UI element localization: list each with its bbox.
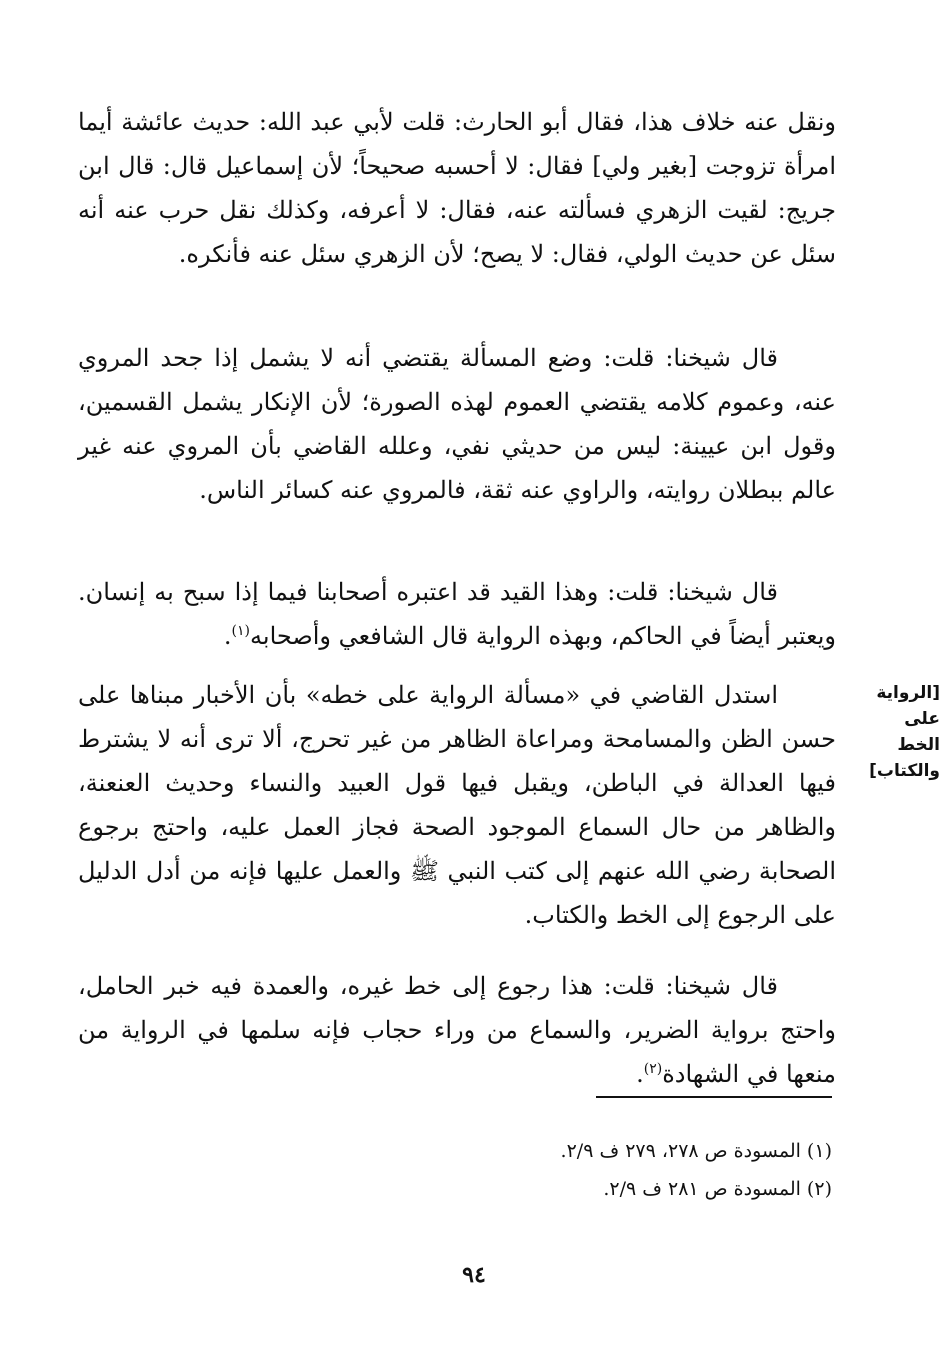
paragraph-4-text: استدل القاضي في «مسألة الرواية على خطه» بأن الأخبار مبناها على حسن الظن والمسامحة ومراعاة الظاهر من غير تحرج، ألا ترى أنه لا يشترط فيها العدالة في الباطن، ويقبل فيها قول العبيد والنساء وحديث العنعنة، والظاهر من حال السماع الموجود الصحة فجاز العمل عليه، واحتج برجوع الصحابة رضي الله عنهم إلى كتب النبي ﷺ والعمل عليها فإنه من أدل الدليل على الرجوع إلى الخط والكتاب. — [78, 681, 836, 929]
paragraph-2 — [78, 336, 836, 512]
paragraph-2-text: قال شيخنا: قلت: وضع المسألة يقتضي أنه لا يشمل إذا جحد المروي عنه، وعموم كلامه يقتضي العموم لهذه الصورة؛ لأن الإنكار يشمل القسمين، وقول ابن عيينة: ليس من حديثي نفي، وعلله القاضي بأن المروي عنه غير عالم ببطلان روايته، والراوي عنه ثقة، فالمروي عنه كسائر الناس. — [78, 344, 836, 504]
paragraph-5-text: قال شيخنا: قلت: هذا رجوع إلى خط غيره، والعمدة فيه خبر الحامل، واحتج برواية الضرير، والسماع من وراء حجاب فإنه سلمها في الرواية من منعها في الشهادة — [78, 972, 837, 1088]
paragraph-5 — [78, 964, 836, 1096]
footnote-2: (٢) المسودة ص ٢٨١ ف ٢/٩. — [603, 1178, 832, 1200]
footnote-1: (١) المسودة ص ٢٧٨، ٢٧٩ ف ٢/٩. — [560, 1140, 832, 1162]
paragraph-5-wrapper — [78, 964, 836, 1096]
paragraph-1-text: ونقل عنه خلاف هذا، فقال أبو الحارث: قلت لأبي عبد الله: حديث عائشة أيما امرأة تزوجت [بغير ولي] فقال: لا أحسبه صحيحاً؛ لأن إسماعيل قال: قال ابن جريج: لقيت الزهري فسألته عنه، فقال: لا أعرفه، وكذلك نقل حرب عنه أنه سئل عن حديث الولي، فقال: لا يصح؛ لأن الزهري سئل عنه فأنكره. — [78, 108, 836, 268]
footnote-ref-2[interactable]: (٢) — [643, 1061, 663, 1077]
margin-note: [الرواية على الخط والكتاب] — [869, 683, 940, 781]
paragraph-1 — [78, 100, 836, 276]
paragraph-3 — [78, 570, 836, 658]
paragraph-3-text: قال شيخنا: قلت: وهذا القيد قد اعتبره أصحابنا فيما إذا سبح به إنسان. ويعتبر أيضاً في الحاكم، وبهذه الرواية قال الشافعي وأصحابه — [78, 578, 836, 650]
paragraph-5-end: . — [636, 1060, 644, 1088]
footnote-divider — [596, 1096, 832, 1098]
footnote-ref-1[interactable]: (١) — [231, 623, 251, 639]
page-number: ٩٤ — [462, 1262, 486, 1288]
paragraph-3-wrapper — [78, 570, 836, 658]
footnotes — [420, 1132, 832, 1208]
paragraph-3-end: . — [223, 622, 232, 650]
paragraph-4 — [78, 673, 836, 937]
